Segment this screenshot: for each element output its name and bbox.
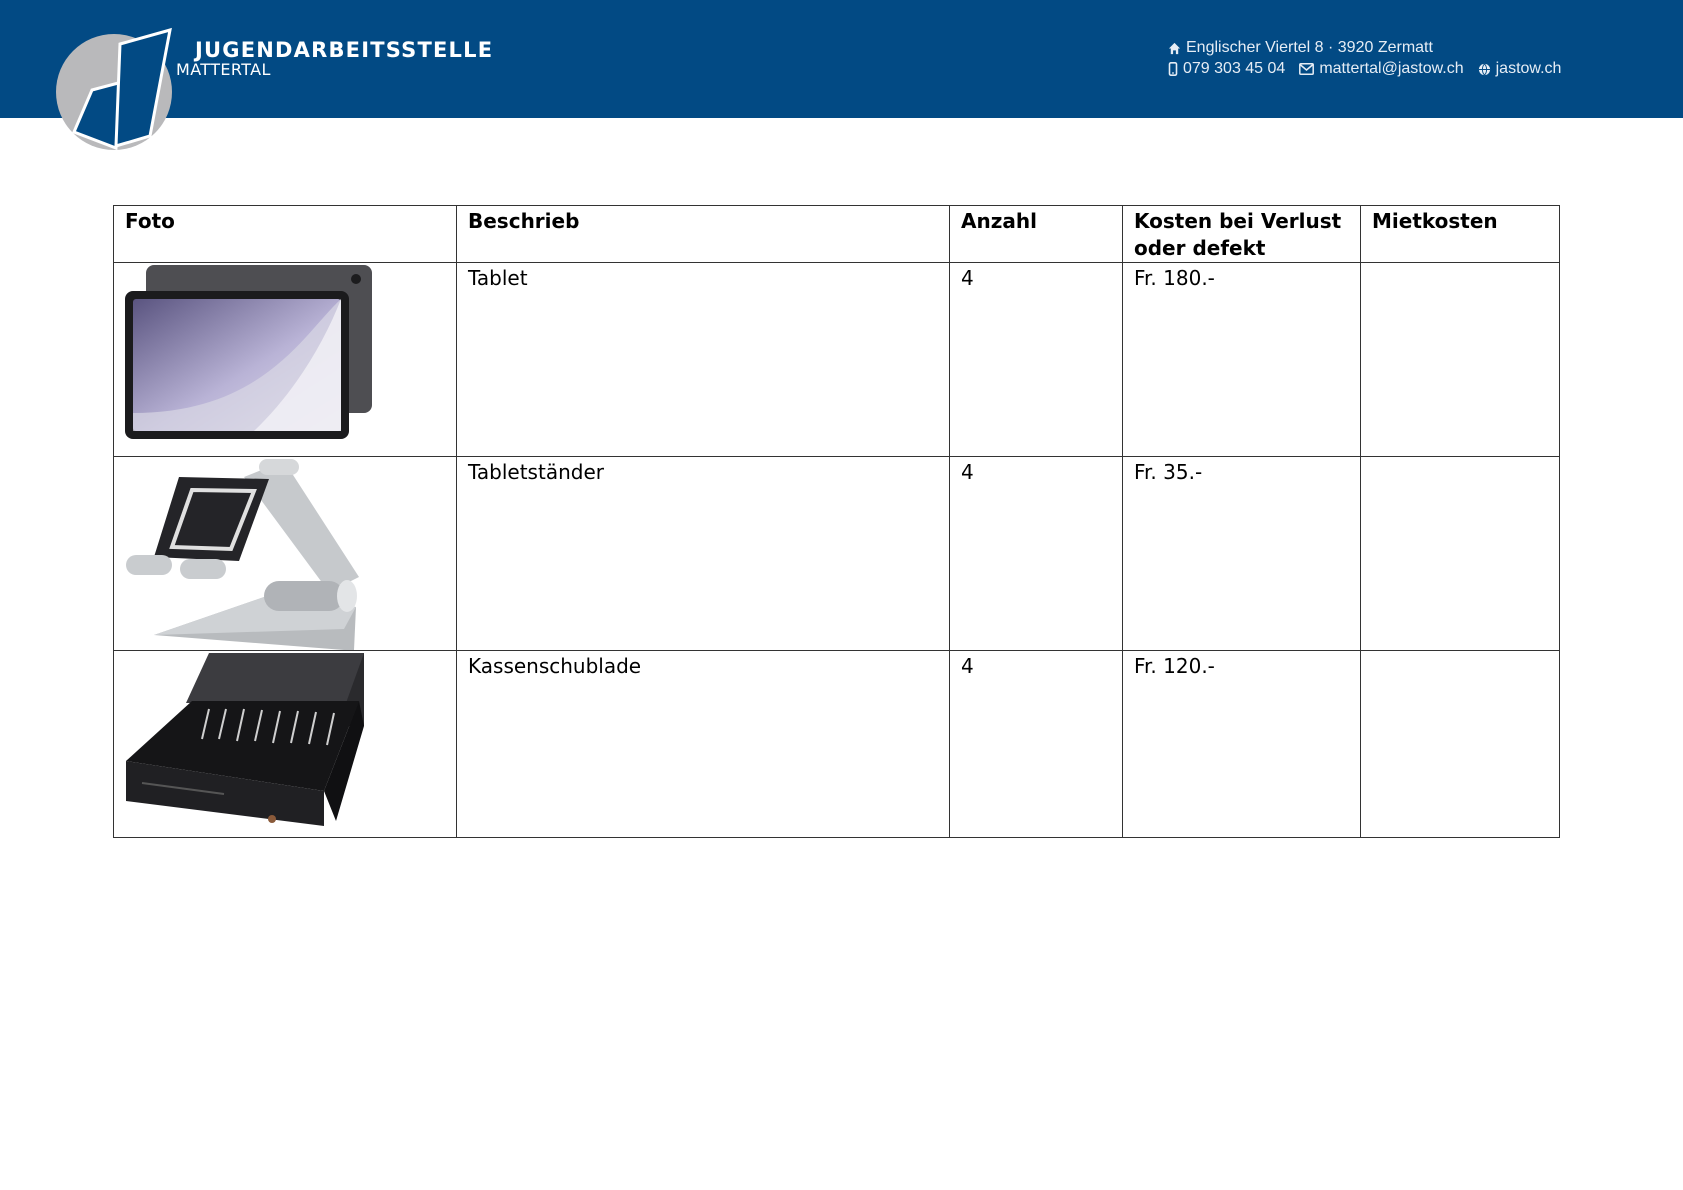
column-header-mietkosten: Mietkosten bbox=[1361, 206, 1560, 263]
description-cell: Tablet bbox=[457, 263, 950, 457]
mail-icon bbox=[1299, 63, 1314, 75]
contact-website[interactable] bbox=[1478, 60, 1562, 78]
inventory-table bbox=[113, 205, 1560, 838]
contact-line-details bbox=[1168, 60, 1561, 78]
photo-cell bbox=[114, 263, 457, 457]
contact-phone[interactable] bbox=[1168, 60, 1285, 78]
rent-cell bbox=[1361, 651, 1560, 838]
description-cell: Tabletständer bbox=[457, 457, 950, 651]
rent-cell bbox=[1361, 457, 1560, 651]
org-name: JUGENDARBEITSSTELLE bbox=[195, 38, 494, 62]
org-subtitle: MATTERTAL bbox=[176, 60, 271, 79]
globe-icon bbox=[1478, 63, 1491, 76]
phone-icon bbox=[1168, 62, 1178, 76]
photo-cell bbox=[114, 651, 457, 838]
quantity-cell: 4 bbox=[950, 263, 1123, 457]
cost-cell: Fr. 180.- bbox=[1123, 263, 1361, 457]
address-text: Englischer Viertel 8 · 3920 Zermatt bbox=[1186, 39, 1433, 56]
cost-cell: Fr. 35.- bbox=[1123, 457, 1361, 651]
description-cell: Kassenschublade bbox=[457, 651, 950, 838]
contact-email[interactable] bbox=[1299, 60, 1463, 78]
table-row bbox=[114, 263, 1560, 457]
cash-drawer-photo bbox=[114, 651, 457, 837]
quantity-cell: 4 bbox=[950, 651, 1123, 838]
contact-line-address bbox=[1168, 39, 1433, 57]
logo-icon bbox=[52, 26, 182, 156]
column-header-beschrieb: Beschrieb bbox=[457, 206, 950, 263]
home-icon bbox=[1168, 42, 1181, 55]
table-header-row bbox=[114, 206, 1560, 263]
column-header-foto: Foto bbox=[114, 206, 457, 263]
email-text: mattertal@jastow.ch bbox=[1319, 60, 1464, 77]
photo-cell bbox=[114, 457, 457, 651]
rent-cell bbox=[1361, 263, 1560, 457]
table-row bbox=[114, 651, 1560, 838]
tablet-photo bbox=[114, 263, 457, 456]
website-text: jastow.ch bbox=[1495, 60, 1562, 77]
quantity-cell: 4 bbox=[950, 457, 1123, 651]
cost-cell: Fr. 120.- bbox=[1123, 651, 1361, 838]
column-header-kosten: Kosten bei Verlust oder defekt bbox=[1123, 206, 1361, 263]
tablet-stand-photo bbox=[114, 457, 457, 650]
table-row bbox=[114, 457, 1560, 651]
contact-address bbox=[1168, 39, 1433, 57]
phone-text: 079 303 45 04 bbox=[1183, 60, 1286, 77]
column-header-anzahl: Anzahl bbox=[950, 206, 1123, 263]
